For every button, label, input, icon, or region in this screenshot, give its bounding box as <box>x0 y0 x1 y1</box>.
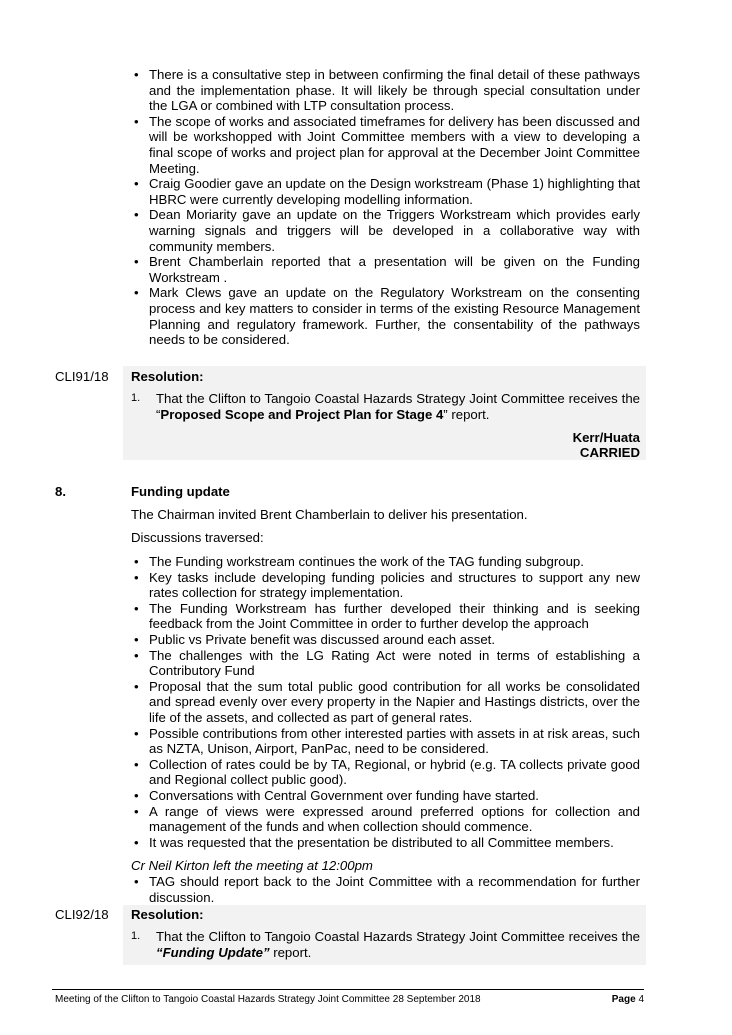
list-item: • A range of views were expressed around preferred options for collection and management of the funds and when collection should commence. <box>134 803 640 835</box>
list-item: • The challenges with the LG Rating Act were noted in terms of establishing a Contributory Fund <box>134 647 640 679</box>
movers: Kerr/Huata <box>572 430 640 445</box>
list-item: • Proposal that the sum total public good contribution for all works be consolidated and spread evenly over every property in the Napier and Hastings districts, over the life of the assets, and collected as part of general rates. <box>134 678 640 725</box>
funding-bullet-list-continued <box>131 874 640 905</box>
list-item: • It was requested that the presentation be distributed to all Committee members. <box>134 834 614 850</box>
bullet-icon: • <box>134 725 139 741</box>
list-item: • The scope of works and associated timeframes for delivery has been discussed and will be workshopped with Joint Committee members with a view to developing a final scope of works and project plan for approval at the December Joint Committee Meeting. <box>134 113 640 176</box>
list-item: • Key tasks include developing funding policies and structures to support any new rates collection for strategy implementation. <box>134 569 640 601</box>
bullet-icon: • <box>134 285 139 301</box>
list-item: • Collection of rates could be by TA, Regional, or hybrid (e.g. TA collects private good and Regional collect public good). <box>134 756 640 788</box>
bullet-icon: • <box>134 207 139 223</box>
bullet-icon: • <box>134 678 139 694</box>
list-item: • Mark Clews gave an update on the Regulatory Workstream on the consenting process and key matters to consider in terms of the existing Resource Management Planning and regulatory framework. Further, the consentability of the pathways needs to be considered. <box>134 285 640 348</box>
bullet-icon: • <box>134 787 139 803</box>
section-title: Funding update <box>131 484 230 499</box>
footer-divider <box>52 989 644 990</box>
list-item: • Conversations with Central Government over funding have started. <box>134 787 539 803</box>
list-item: • There is a consultative step in between confirming the final detail of these pathways and the implementation phase. It will likely be through special consultation under the LGA or combined with LTP consultation process. <box>134 67 640 114</box>
list-item: • Craig Goodier gave an update on the Design workstream (Phase 1) highlighting that HBRC were currently developing modelling information. <box>134 176 640 207</box>
list-item: • Brent Chamberlain reported that a presentation will be given on the Funding Workstream . <box>134 254 640 285</box>
bullet-icon: • <box>134 113 139 129</box>
resolution-item-text: That the Clifton to Tangoio Coastal Hazards Strategy Joint Committee receives the “Funding Update” report. <box>156 929 640 960</box>
list-item: • Dean Moriarity gave an update on the Triggers Workstream which provides early warning signals and triggers will be developed in a collaborative way with community members. <box>134 207 640 254</box>
list-item: • The Funding Workstream has further developed their thinking and is seeking feedback from the Joint Committee in order to further develop the approach <box>134 600 640 632</box>
bullet-icon: • <box>134 176 139 192</box>
resolution-heading: Resolution: <box>131 907 204 922</box>
list-item: • Public vs Private benefit was discussed around each asset. <box>134 631 495 647</box>
bullet-icon: • <box>134 254 139 270</box>
resolution-ref: CLI91/18 <box>55 369 109 384</box>
list-item: • TAG should report back to the Joint Committee with a recommendation for further discussion. <box>134 874 640 905</box>
section-paragraph: Discussions traversed: <box>131 530 264 545</box>
bullet-icon: • <box>134 554 139 569</box>
bullet-icon: • <box>134 874 139 889</box>
resolution-item-text: That the Clifton to Tangoio Coastal Hazards Strategy Joint Committee receives the “Proposed Scope and Project Plan for Stage 4” report. <box>156 391 640 422</box>
meeting-note: Cr Neil Kirton left the meeting at 12:00pm <box>131 858 373 873</box>
resolution-ref: CLI92/18 <box>55 907 109 922</box>
list-item: • Possible contributions from other interested parties with assets in at risk areas, such as NZTA, Unison, Airport, PanPac, need to be considered. <box>134 725 640 757</box>
resolution-heading: Resolution: <box>131 369 204 384</box>
bullet-icon: • <box>134 647 139 663</box>
bullet-icon: • <box>134 569 139 585</box>
list-item: • The Funding workstream continues the work of the TAG funding subgroup. <box>134 554 584 569</box>
bullet-icon: • <box>134 756 139 772</box>
footer-meeting-title: Meeting of the Clifton to Tangoio Coastal Hazards Strategy Joint Committee 28 September 2018 <box>55 994 481 1005</box>
motion-outcome: CARRIED <box>579 445 640 460</box>
section-number: 8. <box>55 484 66 499</box>
bullet-icon: • <box>134 67 139 82</box>
resolution-item-number: 1. <box>131 930 141 942</box>
section-paragraph: The Chairman invited Brent Chamberlain to deliver his presentation. <box>131 507 528 522</box>
top-bullet-list <box>131 67 640 348</box>
bullet-icon: • <box>134 803 139 819</box>
resolution-item-number: 1. <box>131 392 141 404</box>
page-number: Page 4 <box>611 994 644 1005</box>
bullet-icon: • <box>134 600 139 616</box>
bullet-icon: • <box>134 834 139 850</box>
bullet-icon: • <box>134 631 139 647</box>
funding-bullet-list <box>131 554 640 850</box>
